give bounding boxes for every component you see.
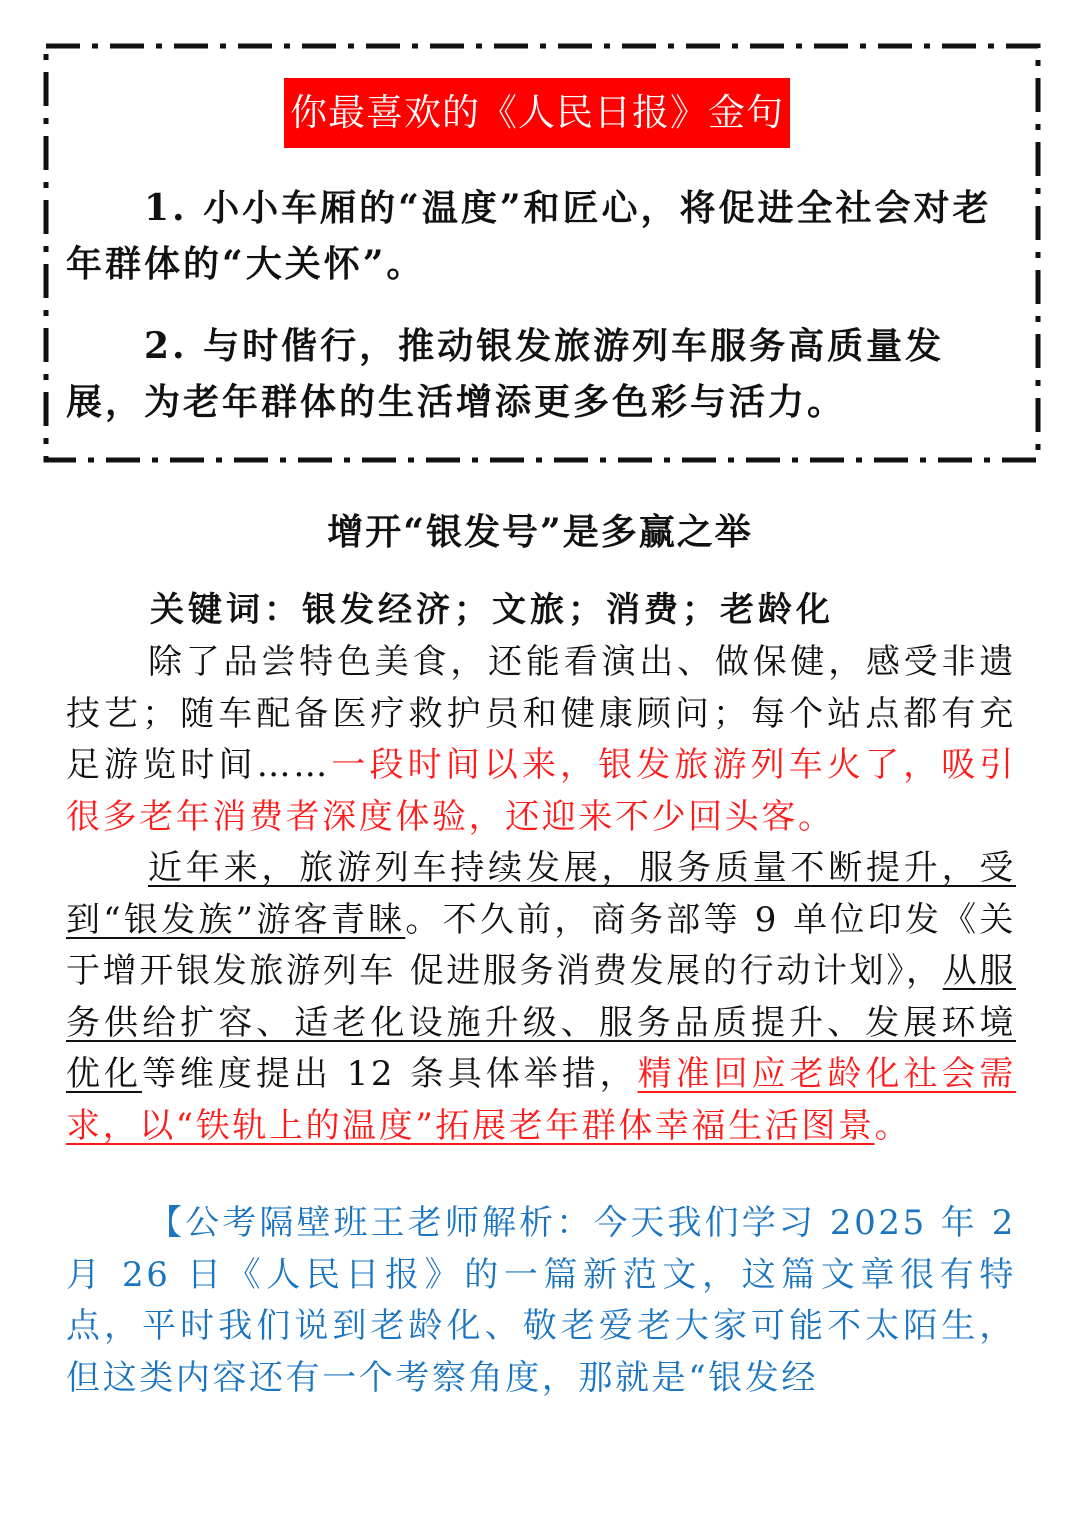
paragraph-2 xyxy=(66,843,1016,1152)
analysis-paragraph: 【公考隔壁班王老师解析：今天我们学习 2025 年 2 月 26 日《人民日报》的一篇新范文，这篇文章很有特点，平时我们说到老龄化、敬老爱老大家可能不太陌生，但这类内容还有一个考察角度，那就是“银发经 xyxy=(66,1203,1016,1398)
p2-text-1: 。不久前，商务部等 9 单位印发《关于增开银发旅游列车 促进服务消费发展的行动计划》， xyxy=(66,899,1016,991)
p1-text: 除了品尝特色美食，还能看演出、做保健，感受非遗技艺；随车配备医疗救护员和健康顾问；每个站点都有充足游览时间…… xyxy=(66,642,1016,785)
quotes-title: 你最喜欢的《人民日报》金句 xyxy=(284,78,790,148)
p2-underline-1: 近年来，旅游列车持续发展，服务质量不断提升，受到“银发族”游客青睐 xyxy=(66,848,1016,940)
keywords-line: 关键词：银发经济；文旅；消费；老龄化 xyxy=(150,590,834,630)
quote-item-1: 1. 小小车厢的“温度”和匠心，将促进全社会对老年群体的“大关怀”。 xyxy=(66,187,992,285)
p2-red-end: 。 xyxy=(874,1105,912,1146)
p2-text-2: 等维度提出 12 条具体举措， xyxy=(141,1054,638,1094)
article-title: 增开“银发号”是多赢之举 xyxy=(327,511,753,553)
p1-highlight: 一段时间以来，银发旅游列车火了，吸引很多老年消费者深度体验，还迎来不少回头客。 xyxy=(66,745,1016,837)
quote-item-2: 2. 与时偕行，推动银发旅游列车服务高质量发展，为老年群体的生活增添更多色彩与活力。 xyxy=(66,325,945,423)
paragraph-1 xyxy=(66,637,1016,843)
p2-red-underline: 精准回应老龄化社会需求，以“铁轨上的温度”拓展老年群体幸福生活图景 xyxy=(66,1054,1016,1146)
p2-underline-2: 从服务供给扩容、适老化设施升级、服务品质提升、发展环境优化 xyxy=(66,951,1016,1094)
